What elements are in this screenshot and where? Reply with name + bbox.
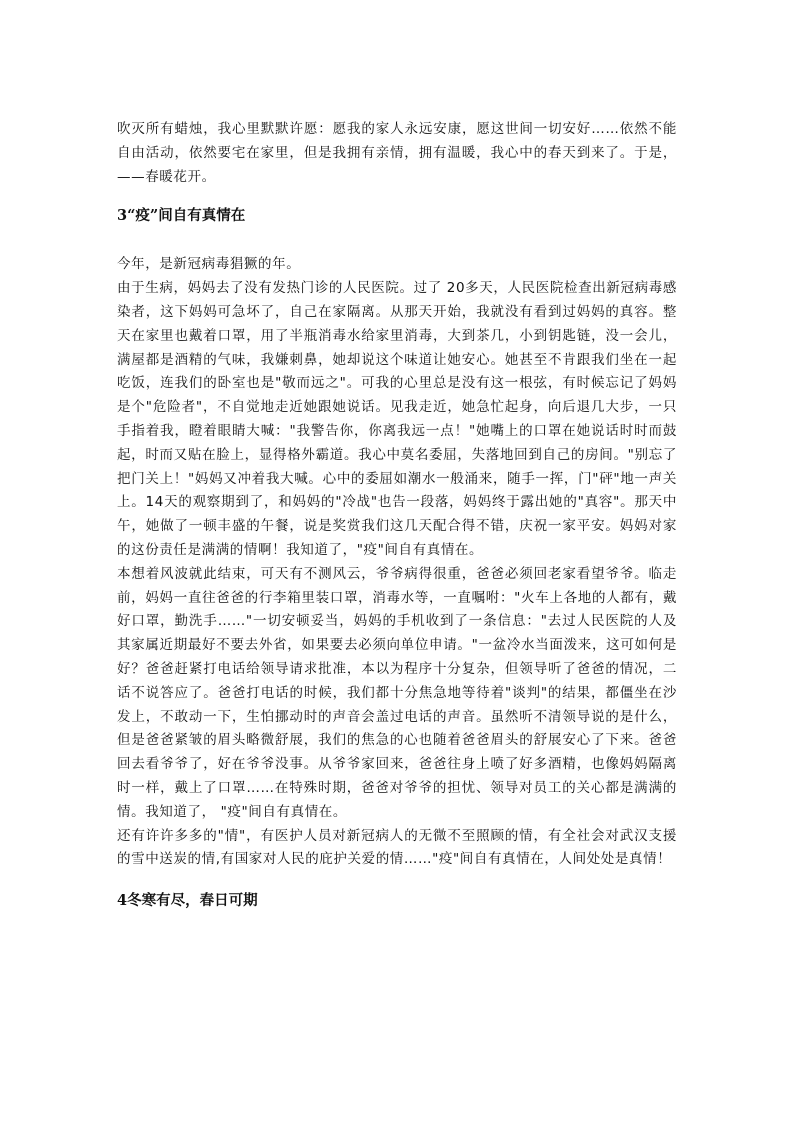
section-3-paragraph-2: 由于生病，妈妈去了没有发热门诊的人民医院。过了 20多天，人民医院检查出新冠病毒感染者，这下妈妈可急坏了，自己在家隔离。从那天开始，我就没有看到过妈妈的真容。整天在家里也戴着口罩，用了半瓶消毒水给家里消毒，大到茶几，小到钥匙链，没一会儿，满屋都是酒精的气味，我嫌刺鼻，她却说这个味道让她安心。她甚至不肯跟我们坐在一起吃饭，连我们的卧室也是"敬而远之"。可我的心里总是没有这一根弦，有时候忘记了妈妈是个"危险者"，不自觉地走近她跟她说话。见我走近，她急忙起身，向后退几大步，一只手指着我，瞪着眼睛大喊："我警告你，你离我远一点！"她嘴上的口罩在她说话时时而鼓起，时而又贴在脸上，显得格外霸道。我心中莫名委屈，失落地回到自己的房间。"别忘了把门关上！"妈妈又冲着我大喊。心中的委屈如潮水一般涌来，随手一挥，门"砰"地一声关上。14天的观察期到了，和妈妈的"冷战"也告一段落，妈妈终于露出她的"真容"。那天中午，她做了一顿丰盛的午餐，说是奖赏我们这几天配合得不错，庆祝一家平安。妈妈对家的这份责任是满满的情啊！我知道了，"疫"间自有真情在。 [117,280,677,558]
spacer [117,227,677,253]
spacer [117,189,677,205]
document-page [117,118,677,912]
section-3-paragraph-3: 本想着风波就此结束，可天有不测风云，爷爷病得很重，爸爸必须回老家看望爷爷。临走前，妈妈一直往爸爸的行李箱里装口罩，消毒水等，一直嘱咐："火车上各地的人都有，戴好口罩，勤洗手……"一切安顿妥当，妈妈的手机收到了一条信息："去过人民医院的人及其家属近期最好不要去外省，如果要去必须向单位申请。"一盆冷水当面泼来，这可如何是好？爸爸赶紧打电话给领导请求批准，本以为程序十分复杂，但领导听了爸爸的情况，二话不说答应了。爸爸打电话的时候，我们都十分焦急地等待着"谈判"的结果，都僵坐在沙发上，不敢动一下，生怕挪动时的声音会盖过电话的声音。虽然听不清领导说的是什么，但是爸爸紧皱的眉头略微舒展，我们的焦急的心也随着爸爸眉头的舒展安心了下来。爸爸回去看爷爷了，好在爷爷没事。从爷爷家回来，爸爸往身上喷了好多酒精，也像妈妈隔离时一样，戴上了口罩……在特殊时期，爸爸对爷爷的担忧、领导对员工的关心都是满满的情。我知道了， "疫"间自有真情在。 [117,565,677,820]
intro-paragraph: 吹灭所有蜡烛，我心里默默许愿：愿我的家人永远安康，愿这世间一切安好……依然不能自由活动，依然要宅在家里，但是我拥有亲情，拥有温暖，我心中的春天到来了。于是，——春暖花开。 [117,121,677,185]
section-4-heading: 4冬寒有尽，春日可期 [117,892,258,910]
section-3-paragraph-4: 还有许许多多的"情"，有医护人员对新冠病人的无微不至照顾的情，有全社会对武汉支援的雪中送炭的情,有国家对人民的庇护关爱的情……"疫"间自有真情在，人间处处是真情！ [117,827,677,868]
section-3-heading: 3“疫”间自有真情在 [117,207,246,225]
spacer [117,872,677,890]
section-3-paragraph-1: 今年，是新冠病毒猖獗的年。 [117,256,301,273]
